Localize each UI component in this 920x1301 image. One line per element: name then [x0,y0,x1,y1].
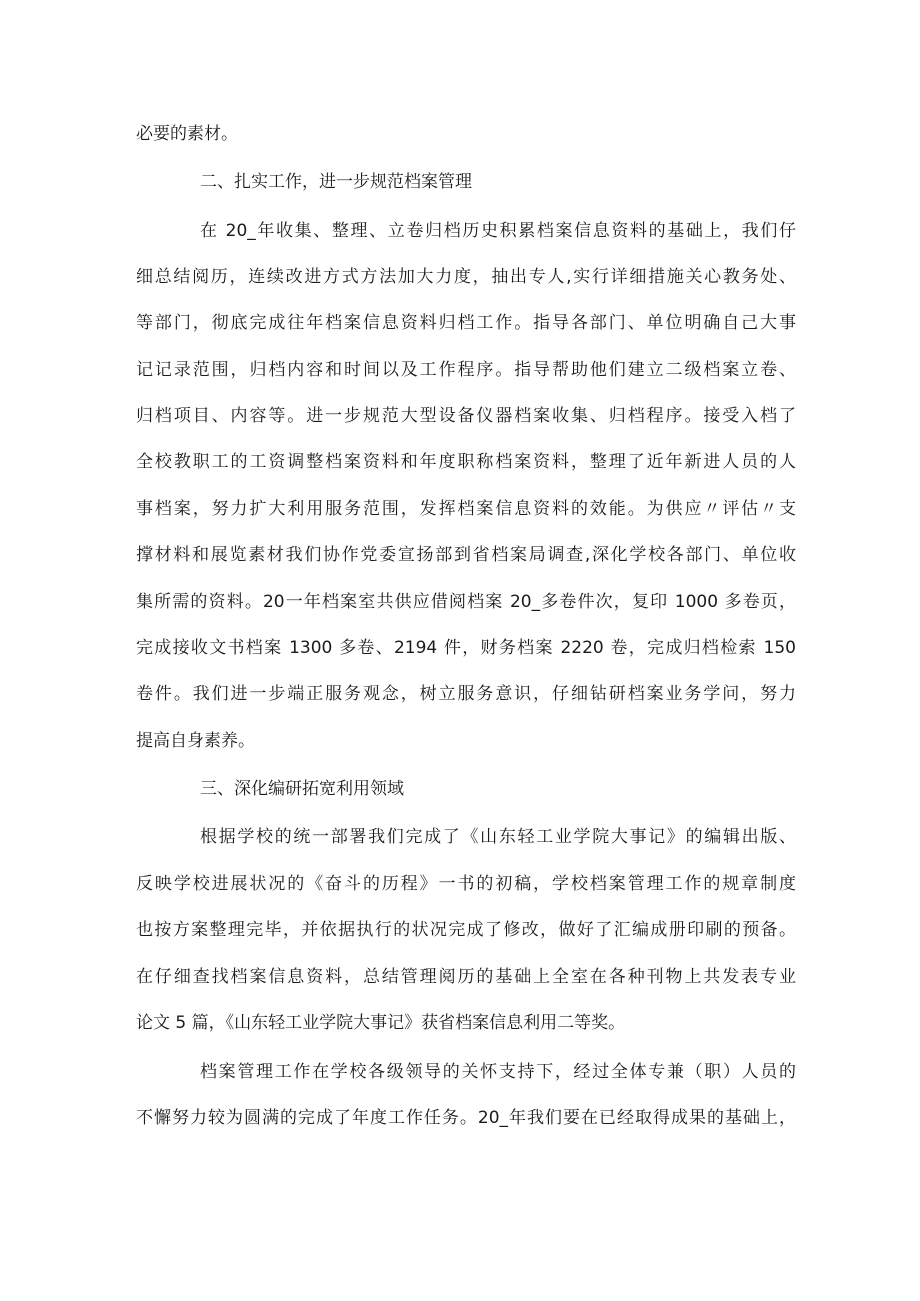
text-line: 细总结阅历，连续改进方式方法加大力度，抽出专人,实行详细措施关心教务处、 [136,267,796,287]
text-line: 归档项目、内容等。进一步规范大型设备仪器档案收集、归档程序。接受入档了 [136,406,796,426]
text-line: 完成接收文书档案 1300 多卷、2194 件，财务档案 2220 卷，完成归档检索 150 [136,638,796,658]
text-line: 撑材料和展览素材我们协作党委宣扬部到省档案局调查,深化学校各部门、单位收 [136,545,796,565]
text-line: 必要的素材。 [136,124,238,144]
text-line: 等部门，彻底完成往年档案信息资料归档工作。指导各部门、单位明确自己大事 [136,313,796,333]
text-line: 论文 5 篇，《山东轻工业学院大事记》获省档案信息利用二等奖。 [136,1013,626,1033]
text-line: 卷件。我们进一步端正服务观念，树立服务意识，仔细钻研档案业务学问，努力 [136,684,796,704]
text-line: 事档案，努力扩大利用服务范围，发挥档案信息资料的效能。为供应〃评估〃支 [136,499,796,519]
text-line: 集所需的资料。20一年档案室共供应借阅档案 20_多卷件次，复印 1000 多卷页， [136,592,796,612]
text-line: 档案管理工作在学校各级领导的关怀支持下，经过全体专兼（职）人员的 [200,1062,796,1082]
text-line: 在仔细查找档案信息资料，总结管理阅历的基础上全室在各种刊物上共发表专业 [136,967,796,987]
text-line: 全校教职工的工资调整档案资料和年度职称档案资料，整理了近年新进人员的人 [136,452,796,472]
text-line: 也按方案整理完毕，并依据执行的状况完成了修改，做好了汇编成册印刷的预备。 [136,920,796,940]
section-heading: 三、深化编研拓宽利用领域 [200,779,404,799]
text-line: 根据学校的统一部署我们完成了《山东轻工业学院大事记》的编辑出版、 [200,827,796,847]
text-line: 不懈努力较为圆满的完成了年度工作任务。20_年我们要在已经取得成果的基础上， [136,1108,796,1128]
text-line: 记记录范围，归档内容和时间以及工作程序。指导帮助他们建立二级档案立卷、 [136,360,796,380]
text-line: 反映学校进展状况的《奋斗的历程》一书的初稿，学校档案管理工作的规章制度 [136,874,796,894]
section-heading: 二、扎实工作，进一步规范档案管理 [200,172,472,192]
text-line: 在 20_年收集、整理、立卷归档历史积累档案信息资料的基础上，我们仔 [200,221,796,241]
text-line: 提高自身素养。 [136,731,255,751]
